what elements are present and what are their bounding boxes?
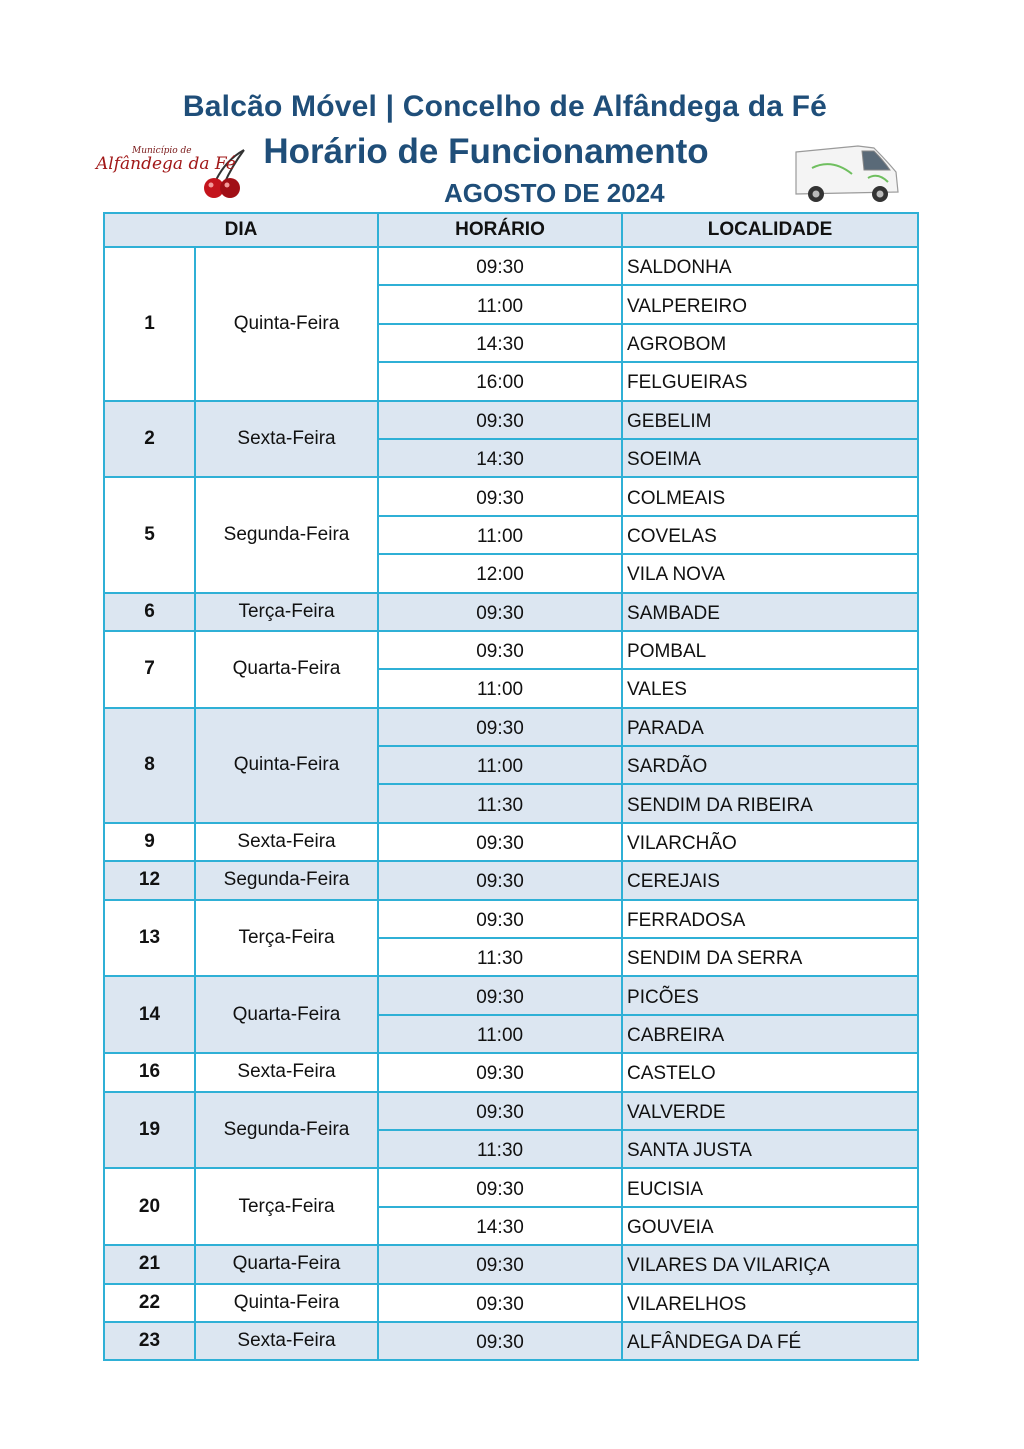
time-cell: 16:00 [378, 362, 622, 400]
location-cell: PARADA [622, 708, 918, 746]
time-cell: 09:30 [378, 1284, 622, 1322]
table-row [104, 1053, 918, 1091]
time-cell: 09:30 [378, 247, 622, 285]
location-cell: CABREIRA [622, 1015, 918, 1053]
weekday: Segunda-Feira [195, 1092, 378, 1169]
table-row [104, 976, 918, 1014]
time-cell: 09:30 [378, 1053, 622, 1091]
weekday: Sexta-Feira [195, 823, 378, 861]
day-number: 21 [104, 1245, 195, 1283]
day-number: 19 [104, 1092, 195, 1169]
column-header-horario: HORÁRIO [378, 213, 622, 247]
location-cell: FELGUEIRAS [622, 362, 918, 400]
location-cell: SAMBADE [622, 593, 918, 631]
location-cell: EUCISIA [622, 1168, 918, 1206]
location-cell: SENDIM DA RIBEIRA [622, 784, 918, 822]
table-row [104, 631, 918, 669]
location-cell: VILARES DA VILARIÇA [622, 1245, 918, 1283]
location-cell: POMBAL [622, 631, 918, 669]
location-cell: SALDONHA [622, 247, 918, 285]
weekday: Quarta-Feira [195, 631, 378, 708]
day-number: 23 [104, 1322, 195, 1360]
location-cell: SENDIM DA SERRA [622, 938, 918, 976]
time-cell: 14:30 [378, 324, 622, 362]
day-number: 12 [104, 861, 195, 899]
table-row [104, 900, 918, 938]
schedule-body [104, 247, 918, 1360]
time-cell: 14:30 [378, 439, 622, 477]
table-row [104, 861, 918, 899]
location-cell: AGROBOM [622, 324, 918, 362]
time-cell: 09:30 [378, 823, 622, 861]
location-cell: PICÕES [622, 976, 918, 1014]
weekday: Sexta-Feira [195, 1053, 378, 1091]
weekday: Quinta-Feira [195, 247, 378, 401]
table-row [104, 593, 918, 631]
location-cell: CASTELO [622, 1053, 918, 1091]
weekday: Sexta-Feira [195, 1322, 378, 1360]
column-header-localidade: LOCALIDADE [622, 213, 918, 247]
location-cell: VILARCHÃO [622, 823, 918, 861]
weekday: Terça-Feira [195, 1168, 378, 1245]
time-cell: 09:30 [378, 1245, 622, 1283]
van-icon [792, 138, 902, 208]
time-cell: 12:00 [378, 554, 622, 592]
page-header [0, 0, 1024, 212]
weekday: Quarta-Feira [195, 976, 378, 1053]
location-cell: VALVERDE [622, 1092, 918, 1130]
location-cell: COLMEAIS [622, 477, 918, 515]
location-cell: SARDÃO [622, 746, 918, 784]
weekday: Sexta-Feira [195, 401, 378, 478]
day-number: 2 [104, 401, 195, 478]
day-number: 7 [104, 631, 195, 708]
time-cell: 09:30 [378, 1322, 622, 1360]
weekday: Quinta-Feira [195, 708, 378, 823]
table-row [104, 1092, 918, 1130]
table-row [104, 1284, 918, 1322]
day-number: 20 [104, 1168, 195, 1245]
time-cell: 11:00 [378, 669, 622, 707]
table-row [104, 1168, 918, 1206]
table-row [104, 247, 918, 285]
time-cell: 11:30 [378, 1130, 622, 1168]
weekday: Quinta-Feira [195, 1284, 378, 1322]
time-cell: 11:30 [378, 938, 622, 976]
day-number: 22 [104, 1284, 195, 1322]
location-cell: VALES [622, 669, 918, 707]
day-number: 8 [104, 708, 195, 823]
location-cell: SANTA JUSTA [622, 1130, 918, 1168]
time-cell: 09:30 [378, 477, 622, 515]
logo-small-text: Município de [132, 146, 192, 156]
time-cell: 14:30 [378, 1207, 622, 1245]
location-cell: COVELAS [622, 516, 918, 554]
day-number: 13 [104, 900, 195, 977]
location-cell: GOUVEIA [622, 1207, 918, 1245]
time-cell: 09:30 [378, 900, 622, 938]
location-cell: GEBELIM [622, 401, 918, 439]
page-subtitle: Horário de Funcionamento [263, 132, 709, 171]
table-row [104, 708, 918, 746]
time-cell: 09:30 [378, 631, 622, 669]
time-cell: 11:00 [378, 746, 622, 784]
time-cell: 09:30 [378, 708, 622, 746]
day-number: 16 [104, 1053, 195, 1091]
weekday: Quarta-Feira [195, 1245, 378, 1283]
weekday: Terça-Feira [195, 900, 378, 977]
location-cell: FERRADOSA [622, 900, 918, 938]
table-row [104, 823, 918, 861]
page-title: Balcão Móvel | Concelho de Alfândega da Fé [182, 90, 828, 123]
municipality-logo [96, 140, 246, 200]
day-number: 5 [104, 477, 195, 592]
time-cell: 11:30 [378, 784, 622, 822]
location-cell: CEREJAIS [622, 861, 918, 899]
weekday: Segunda-Feira [195, 477, 378, 592]
time-cell: 11:00 [378, 1015, 622, 1053]
table-header-row [104, 213, 918, 247]
time-cell: 11:00 [378, 285, 622, 323]
location-cell: ALFÂNDEGA DA FÉ [622, 1322, 918, 1360]
column-header-dia: DIA [104, 213, 378, 247]
location-cell: VILA NOVA [622, 554, 918, 592]
table-row [104, 477, 918, 515]
day-number: 9 [104, 823, 195, 861]
time-cell: 09:30 [378, 401, 622, 439]
table-row [104, 1245, 918, 1283]
logo-big-text: Alfândega da Fé [96, 154, 236, 174]
table-row [104, 401, 918, 439]
location-cell: SOEIMA [622, 439, 918, 477]
time-cell: 09:30 [378, 593, 622, 631]
time-cell: 09:30 [378, 1168, 622, 1206]
weekday: Segunda-Feira [195, 861, 378, 899]
schedule-table [103, 212, 919, 1361]
location-cell: VALPEREIRO [622, 285, 918, 323]
table-row [104, 1322, 918, 1360]
location-cell: VILARELHOS [622, 1284, 918, 1322]
day-number: 1 [104, 247, 195, 401]
time-cell: 09:30 [378, 976, 622, 1014]
time-cell: 09:30 [378, 1092, 622, 1130]
month-label: AGOSTO DE 2024 [444, 178, 665, 208]
time-cell: 11:00 [378, 516, 622, 554]
time-cell: 09:30 [378, 861, 622, 899]
weekday: Terça-Feira [195, 593, 378, 631]
day-number: 14 [104, 976, 195, 1053]
day-number: 6 [104, 593, 195, 631]
